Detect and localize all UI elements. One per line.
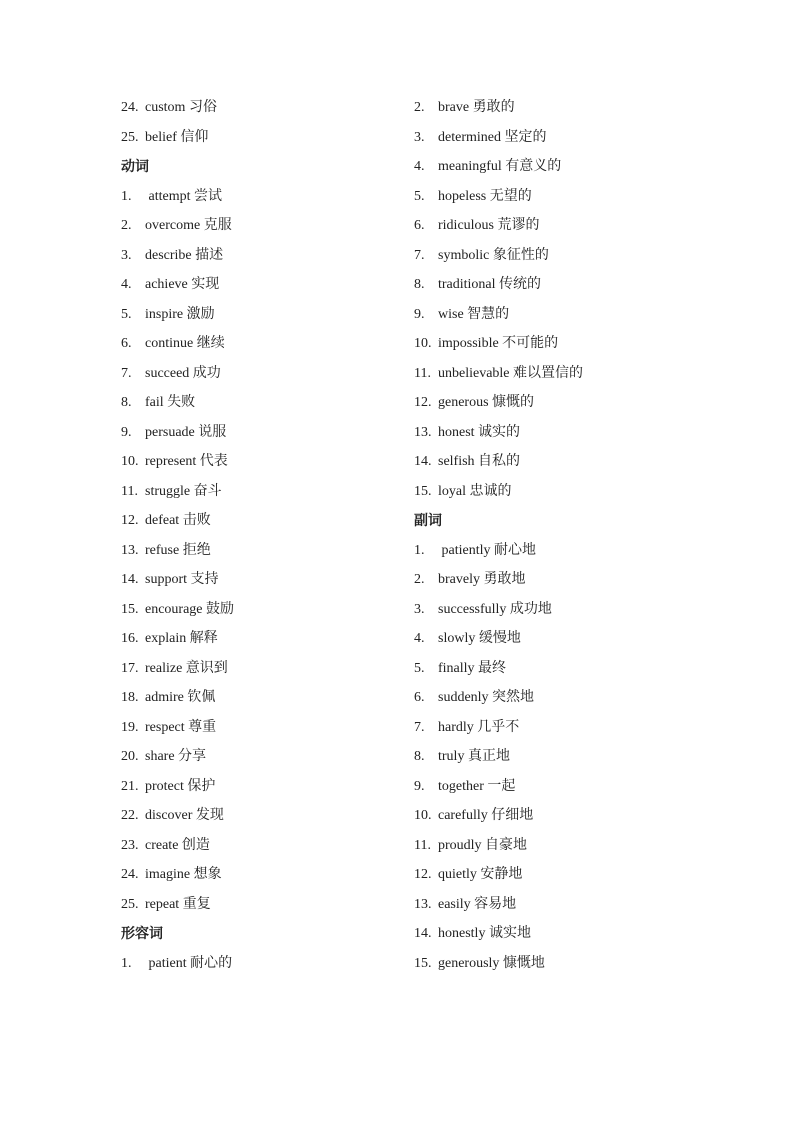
item-number: 14. — [414, 454, 432, 469]
item-text: together 一起 — [438, 778, 516, 794]
item-number: 18. — [121, 690, 139, 705]
item-number: 3. — [414, 129, 425, 145]
section-heading: 形容词 — [121, 926, 163, 942]
item-text: defeat 击败 — [145, 513, 211, 528]
item-text: refuse 拒绝 — [145, 542, 211, 558]
item-text: suddenly 突然地 — [438, 690, 535, 705]
item-number: 4. — [121, 277, 132, 292]
item-number: 6. — [414, 218, 425, 233]
item-number: 8. — [121, 395, 132, 410]
vocab-item — [121, 745, 391, 775]
item-text: continue 继续 — [145, 336, 225, 351]
item-text: explain 解释 — [145, 631, 218, 646]
vocab-item — [121, 775, 391, 805]
item-text: patiently 耐心地 — [438, 542, 536, 558]
left-column — [121, 96, 391, 981]
item-number: 1. — [121, 188, 132, 204]
vocab-item — [414, 745, 714, 775]
vocab-item — [121, 185, 391, 215]
vocab-item — [414, 539, 714, 569]
item-text: slowly 缓慢地 — [438, 631, 521, 646]
item-text: share 分享 — [145, 749, 207, 764]
item-text: represent 代表 — [145, 454, 228, 469]
item-number: 12. — [121, 513, 139, 528]
vocab-item — [414, 686, 714, 716]
item-text: realize 意识到 — [145, 660, 228, 676]
item-text: achieve 实现 — [145, 277, 220, 292]
item-text: hardly 几乎不 — [438, 719, 520, 735]
item-number: 4. — [414, 631, 425, 646]
item-text: admire 钦佩 — [145, 690, 216, 705]
item-number: 13. — [121, 542, 139, 558]
item-number: 6. — [414, 690, 425, 705]
item-number: 7. — [414, 247, 425, 263]
item-number: 5. — [121, 306, 132, 322]
vocab-item — [414, 244, 714, 274]
item-number: 7. — [121, 365, 132, 381]
item-text: generously 慷慨地 — [438, 955, 545, 971]
vocab-item — [121, 244, 391, 274]
item-text: meaningful 有意义的 — [438, 159, 562, 174]
vocab-item — [414, 834, 714, 864]
item-number: 23. — [121, 837, 139, 853]
item-number: 13. — [414, 896, 432, 912]
vocab-item — [414, 273, 714, 303]
item-number: 6. — [121, 336, 132, 351]
item-text: finally 最终 — [438, 660, 507, 676]
item-text: custom 习俗 — [145, 100, 217, 115]
vocab-item — [121, 686, 391, 716]
item-text: inspire 激励 — [145, 306, 215, 322]
item-number: 12. — [414, 867, 432, 882]
item-number: 21. — [121, 778, 139, 794]
item-text: loyal 忠诚的 — [438, 483, 512, 499]
item-text: imagine 想象 — [145, 867, 222, 882]
vocab-item — [121, 804, 391, 834]
item-text: generous 慷慨的 — [438, 395, 535, 410]
item-number: 15. — [121, 601, 139, 617]
vocab-item — [121, 273, 391, 303]
item-text: brave 勇敢的 — [438, 100, 515, 115]
item-number: 13. — [414, 424, 432, 440]
vocab-item — [414, 627, 714, 657]
vocab-item — [414, 303, 714, 333]
vocab-item — [121, 480, 391, 510]
vocab-item — [121, 332, 391, 362]
item-number: 1. — [121, 955, 132, 971]
vocab-item — [414, 391, 714, 421]
item-text: fail 失败 — [145, 395, 196, 410]
item-text: support 支持 — [145, 572, 219, 587]
vocab-item — [121, 716, 391, 746]
item-text: wise 智慧的 — [438, 306, 510, 322]
vocab-item — [121, 598, 391, 628]
vocab-item — [121, 952, 391, 982]
section-heading: 动词 — [121, 159, 149, 175]
item-number: 3. — [414, 601, 425, 617]
item-number: 14. — [414, 926, 432, 941]
vocab-item — [414, 775, 714, 805]
vocab-item — [414, 922, 714, 952]
item-text: unbelievable 难以置信的 — [438, 365, 584, 381]
section-heading: 副词 — [414, 513, 442, 529]
vocab-item — [121, 303, 391, 333]
vocab-item — [414, 863, 714, 893]
item-number: 11. — [121, 483, 138, 499]
vocab-item — [121, 421, 391, 451]
vocab-item — [414, 893, 714, 923]
item-text: protect 保护 — [145, 778, 216, 794]
item-number: 9. — [414, 306, 425, 322]
item-text: overcome 克服 — [145, 218, 232, 233]
item-number: 8. — [414, 277, 425, 292]
vocab-item — [121, 568, 391, 598]
item-text: symbolic 象征性的 — [438, 247, 549, 263]
item-text: successfully 成功地 — [438, 601, 552, 617]
item-number: 3. — [121, 247, 132, 263]
item-text: impossible 不可能的 — [438, 336, 559, 351]
vocab-item — [414, 952, 714, 982]
item-text: describe 描述 — [145, 247, 224, 263]
item-number: 14. — [121, 572, 139, 587]
item-number: 10. — [414, 336, 432, 351]
item-number: 11. — [414, 365, 431, 381]
item-number: 17. — [121, 660, 139, 676]
vocab-item — [414, 804, 714, 834]
vocab-item — [121, 657, 391, 687]
item-number: 24. — [121, 100, 139, 115]
item-number: 22. — [121, 808, 139, 823]
item-text: selfish 自私的 — [438, 454, 521, 469]
item-number: 9. — [414, 778, 425, 794]
item-text: bravely 勇敢地 — [438, 572, 526, 587]
item-number: 2. — [414, 100, 425, 115]
vocab-item — [121, 509, 391, 539]
item-number: 8. — [414, 749, 425, 764]
item-text: encourage 鼓励 — [145, 601, 235, 617]
vocab-item — [414, 480, 714, 510]
vocab-item — [121, 96, 391, 126]
item-text: patient 耐心的 — [145, 955, 233, 971]
item-number: 10. — [121, 454, 139, 469]
vocab-item — [414, 155, 714, 185]
item-text: succeed 成功 — [145, 365, 221, 381]
vocab-item — [121, 126, 391, 156]
item-text: attempt 尝试 — [145, 188, 222, 204]
item-text: carefully 仔细地 — [438, 808, 534, 823]
item-number: 11. — [414, 837, 431, 853]
item-text: hopeless 无望的 — [438, 188, 532, 204]
vocab-item — [121, 391, 391, 421]
item-text: belief 信仰 — [145, 129, 209, 145]
item-text: truly 真正地 — [438, 749, 510, 764]
vocab-item — [121, 539, 391, 569]
item-text: struggle 奋斗 — [145, 483, 222, 499]
item-number: 5. — [414, 660, 425, 676]
item-number: 12. — [414, 395, 432, 410]
vocab-item — [414, 657, 714, 687]
vocab-item — [414, 126, 714, 156]
item-number: 10. — [414, 808, 432, 823]
item-number: 4. — [414, 159, 425, 174]
vocab-item — [414, 332, 714, 362]
item-number: 20. — [121, 749, 139, 764]
item-number: 9. — [121, 424, 132, 440]
vocab-item — [121, 362, 391, 392]
vocab-item — [121, 893, 391, 923]
right-column — [414, 96, 714, 981]
item-number: 2. — [414, 572, 425, 587]
item-number: 15. — [414, 483, 432, 499]
item-number: 25. — [121, 896, 139, 912]
item-text: easily 容易地 — [438, 896, 517, 912]
vocab-item — [414, 568, 714, 598]
vocab-item — [121, 863, 391, 893]
item-text: honest 诚实的 — [438, 424, 521, 440]
item-text: persuade 说服 — [145, 424, 227, 440]
vocab-item — [414, 185, 714, 215]
vocab-item — [121, 627, 391, 657]
item-number: 19. — [121, 719, 139, 735]
vocab-item — [414, 716, 714, 746]
vocab-item — [414, 362, 714, 392]
item-number: 24. — [121, 867, 139, 882]
item-text: proudly 自豪地 — [438, 837, 528, 853]
vocab-item — [414, 96, 714, 126]
vocab-item — [414, 450, 714, 480]
item-text: quietly 安静地 — [438, 867, 523, 882]
vocab-item — [121, 450, 391, 480]
vocab-item — [121, 834, 391, 864]
item-number: 7. — [414, 719, 425, 735]
item-text: respect 尊重 — [145, 719, 217, 735]
item-number: 5. — [414, 188, 425, 204]
item-text: create 创造 — [145, 837, 210, 853]
item-number: 2. — [121, 218, 132, 233]
item-number: 15. — [414, 955, 432, 971]
item-text: traditional 传统的 — [438, 277, 542, 292]
vocab-item — [414, 421, 714, 451]
item-text: discover 发现 — [145, 808, 224, 823]
item-text: honestly 诚实地 — [438, 926, 531, 941]
item-number: 16. — [121, 631, 139, 646]
vocab-item — [121, 214, 391, 244]
item-number: 25. — [121, 129, 139, 145]
item-text: determined 坚定的 — [438, 129, 547, 145]
vocab-item — [414, 214, 714, 244]
item-text: repeat 重复 — [145, 896, 211, 912]
item-text: ridiculous 荒谬的 — [438, 218, 540, 233]
item-number: 1. — [414, 542, 425, 558]
vocab-item — [414, 598, 714, 628]
